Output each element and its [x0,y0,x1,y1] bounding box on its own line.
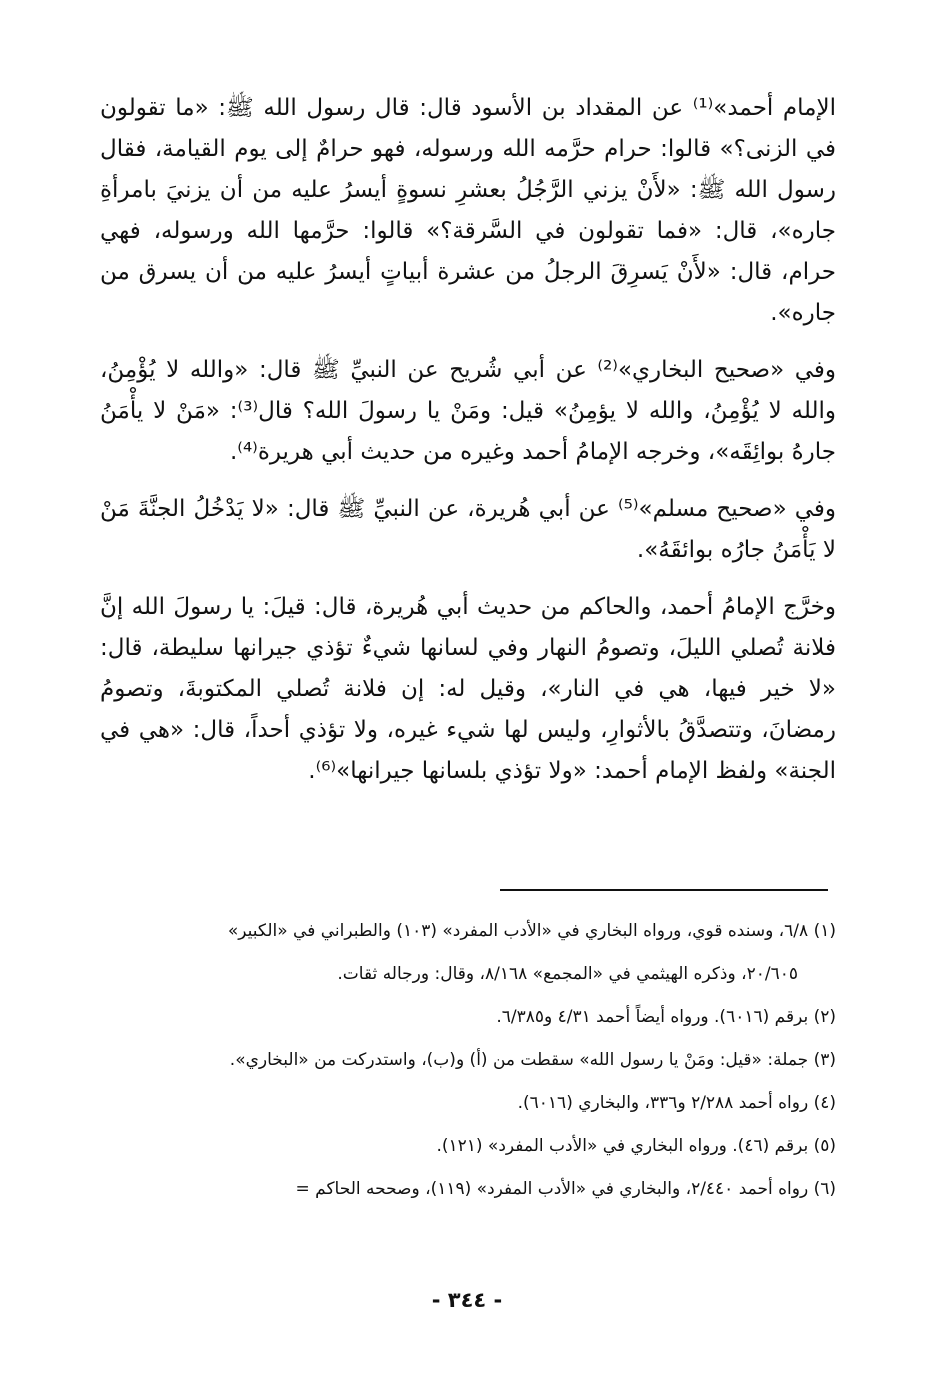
footnote-6: (٦) رواه أحمد ٢/٤٤٠، والبخاري في «الأدب المفرد» (١١٩)، وصححه الحاكم = [295,1179,836,1199]
footnote-1: (١) ٦/٨، وسنده قوي، ورواه البخاري في «الأدب المفرد» (١٠٣) والطبراني في «الكبير» [227,921,836,941]
paragraph-4: وخرَّج الإمامُ أحمد، والحاكم من حديث أبي هُريرة، قال: قيلَ: يا رسولَ الله إنَّ فلانة تُصلي الليلَ، وتصومُ النهار وفي لسانها شيءٌ تؤذي جيرانها سليطة، قال: «لا خير فيها، هي في النار»، وقيل له: إن فلانة تُصلي المكتوبةَ، وتصومُ رمضانَ، وتتصدَّقُ بالأثوارِ، وليس لها شيء غيره، ولا تؤذي أحداً، قال: «هي في الجنة» ولفظ الإمام أحمد: «ولا تؤذي بلسانها جيرانها»⁽⁶⁾. [100,594,836,784]
footnote-5: (٥) برقم (٤٦). ورواه البخاري في «الأدب المفرد» (١٢١). [436,1136,836,1156]
footnote-3: (٣) جملة: «قيل: ومَنْ يا رسول الله» سقطت من (أ) و(ب)، واستدركت من «البخاري». [229,1050,836,1070]
paragraph-1: الإمام أحمد»⁽¹⁾ عن المقداد بن الأسود قال: قال رسول الله ﷺ: «ما تقولون في الزنى؟» قالوا: حرام حرَّمه الله ورسوله، فهو حرامٌ إلى يوم القيامة، فقال رسول الله ﷺ: «لأَنْ يزني الرَّجُلُ بعشرِ نسوةٍ أيسرُ عليه من أن يزنيَ بامرأةِ جاره»، قال: «فما تقولون في السَّرقة؟» قالوا: حرَّمها الله ورسوله، فهي حرام، قال: «لأَنْ يَسرِقَ الرجلُ من عشرة أبياتٍ أيسرُ عليه من أن يسرق من جاره». [100,95,836,326]
footnote-1-continued: ٢٠/٦٠٥، وذكره الهيثمي في «المجمع» ٨/١٦٨، وقال: ورجاله ثقات. [337,964,798,984]
footnotes [100,914,836,1215]
footnote-4: (٤) رواه أحمد ٢/٢٨٨ و٣٣٦، والبخاري (٦٠١٦). [517,1093,836,1113]
main-text [100,88,836,808]
footnote-divider [500,889,828,891]
paragraph-2: وفي «صحيح البخاري»⁽²⁾ عن أبي شُريح عن النبيِّ ﷺ قال: «والله لا يُؤْمِنُ، والله لا يُؤْمِنُ، والله لا يؤمِنُ» قيل: ومَنْ يا رسولَ الله؟ قال⁽³⁾: «مَنْ لا يأْمَنُ جارهُ بوائِقَه»، وخرجه الإمامُ أحمد وغيره من حديث أبي هريرة⁽⁴⁾. [100,357,837,465]
paragraph-3: وفي «صحيح مسلم»⁽⁵⁾ عن أبي هُريرة، عن النبيِّ ﷺ قال: «لا يَدْخُلُ الجنَّةَ مَنْ لا يَأْمَنُ جارُه بوائقَهُ». [100,496,836,563]
page-number: - ٣٤٤ - [431,1288,503,1312]
footnote-2: (٢) برقم (٦٠١٦). ورواه أيضاً أحمد ٤/٣١ و٦/٣٨٥. [496,1007,836,1027]
